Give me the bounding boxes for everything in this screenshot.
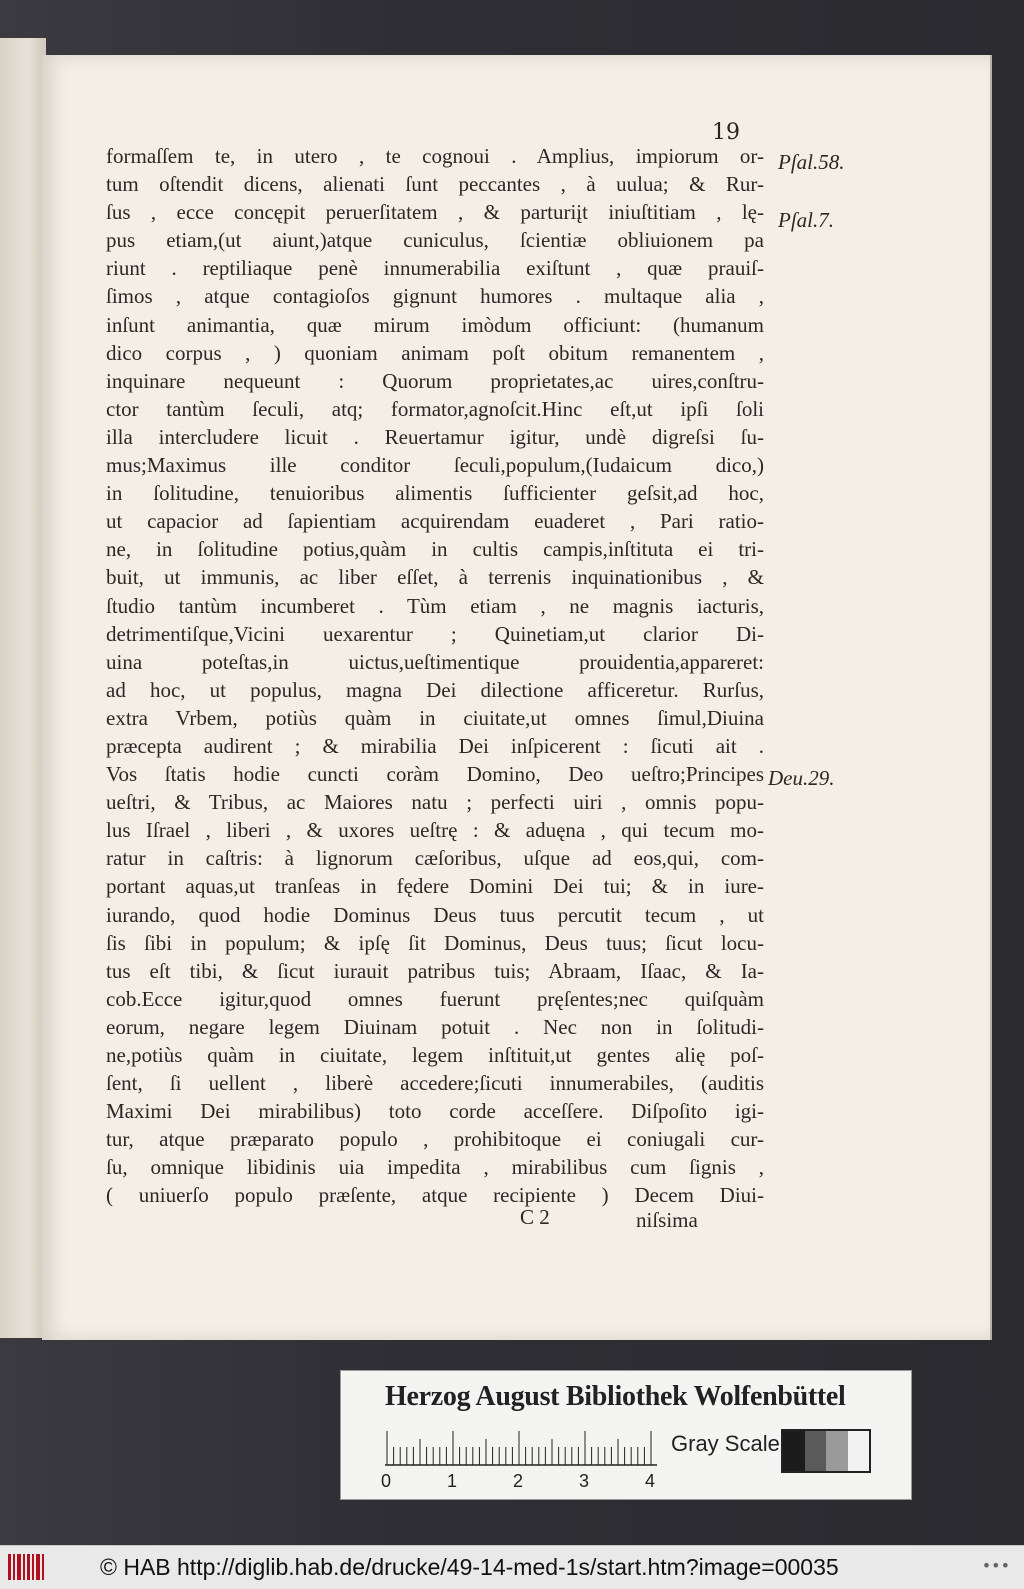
more-icon[interactable]: ••• — [981, 1556, 1010, 1575]
text-line: tus eſt tibi, & ſicut iurauit patribus tuis; Abraam, Iſaac, & Ia- — [106, 958, 764, 983]
text-line: ctor tantùm ſeculi, atq; formator,agnoſcit.Hinc eſt,ut ipſi ſoli — [106, 396, 764, 421]
signature-mark: C 2 — [520, 1205, 550, 1229]
text-line: pus etiam,(ut aiunt,)atque cuniculus, ſcientiæ obliuionem pa — [106, 228, 764, 253]
text-line: ne, in ſolitudine potius,quàm in cultis campis,inſtituta ei tri- — [106, 537, 764, 562]
text-line: ſtudio tantùm incumberet . Tùm etiam , ne magnis iacturis, — [106, 593, 764, 618]
text-line: dico corpus , ) quoniam animam poſt obitum remanentem , — [106, 340, 764, 365]
text-line: tur, atque præparato populo , prohibitoque ei coniugali cur- — [106, 1127, 764, 1152]
grayscale-label: Gray Scale — [671, 1431, 780, 1456]
catchword: niſsima — [636, 1208, 698, 1232]
text-line: buit, ut immunis, ac liber eſſet, à terrenis inquinationibus , & — [106, 565, 764, 590]
text-line: cob.Ecce igitur,quod omnes fuerunt pręſentes;nec quiſquàm — [106, 986, 764, 1011]
text-line: mus;Maximus ille conditor ſeculi,populum,(Iudaicum dico,) — [106, 453, 764, 478]
gray-swatch — [805, 1431, 827, 1471]
text-line: extra Vrbem, potiùs quàm in ciuitate,ut omnes ſimul,Diuina — [106, 705, 764, 730]
library-name: Herzog August Bibliothek Wolfenbüttel — [385, 1381, 846, 1412]
marginal-note: Pſal.58. — [778, 150, 845, 174]
text-line: detrimentiſque,Vicini uexarentur ; Quinetiam,ut clarior Di- — [106, 621, 764, 646]
text-line: ſu, omnique libidinis uia impedita , mirabilibus cum ſignis , — [106, 1155, 764, 1180]
text-line: uina poteſtas,in uictus,ueſtimentique prouidentia,appareret: — [106, 649, 764, 674]
text-line: ut capacior ad ſapientiam acquirendam euaderet , Pari ratio- — [106, 509, 764, 534]
previous-page-edge — [0, 38, 46, 1338]
ruler-label: 4 — [645, 1471, 656, 1491]
text-line: ſus , ecce concępit peruerſitatem , & parturiįt iniuſtitiam , lę- — [106, 200, 764, 225]
color-scale-card — [340, 1370, 912, 1500]
text-line: præcepta audirent ; & mirabilia Dei inſpicerent : ſicuti ait . — [106, 733, 764, 758]
text-line: ne,potiùs quàm in ciuitate, legem inſtituit,ut gentes alię poſ- — [106, 1043, 764, 1067]
text-line: ſent, ſi uellent , liberè accedere;ſicuti innumerabiles, (auditis — [106, 1071, 764, 1096]
barcode-icon — [8, 1554, 44, 1580]
text-line: eorum, negare legem Diuinam potuit . Nec non in ſolitudi- — [106, 1014, 764, 1039]
text-line: inſunt animantia, quæ mirum imòdum officiunt: (humanum — [106, 312, 764, 337]
ruler-label: 3 — [579, 1471, 590, 1491]
marginal-note: Pſal.7. — [778, 208, 834, 232]
text-line: ſis ſibi in populum; & ipſę ſit Dominus, Deus tuus; ſicut locu- — [106, 930, 764, 955]
gray-swatch — [826, 1431, 848, 1471]
gray-swatch — [783, 1431, 805, 1471]
text-line: ſimos , atque contagioſos gignunt humores . multaque alia , — [106, 284, 764, 309]
text-line: riunt . reptiliaque penè innumerabilia exiſtunt , quæ prauiſ- — [106, 256, 764, 281]
grayscale-swatches — [781, 1429, 871, 1473]
gray-swatch — [848, 1431, 870, 1471]
text-line: ueſtri, & Tribus, ac Maiores natu ; perfecti uiri , omnis popu- — [106, 790, 764, 815]
text-line: Maximi Dei mirabilibus) toto corde acceſſere. Diſpoſito igi- — [106, 1099, 764, 1124]
text-line: formaſſem te, in utero , te cognoui . Amplius, impiorum or- — [106, 144, 764, 168]
ruler-label: 2 — [513, 1471, 524, 1491]
text-line: lus Iſrael , liberi , & uxores ueſtrę : & aduęna , qui tecum mo- — [106, 818, 764, 843]
ruler-graphic — [385, 1431, 657, 1467]
text-line: ( uniuerſo populo præſente, atque recipiente ) Decem Diui- — [106, 1183, 764, 1208]
text-line: in ſolitudine, tenuioribus alimentis ſufficienter geſsit,ad hoc, — [106, 481, 764, 506]
text-line: iurando, quod hodie Dominus Deus tuus percutit tecum , ut — [106, 902, 764, 927]
ruler-label: 0 — [381, 1471, 392, 1491]
page-number: 19 — [712, 120, 740, 145]
footer-bar — [0, 1545, 1024, 1589]
text-line: Vos ſtatis hodie cuncti coràm Domino, Deo ueſtro;Principes — [106, 762, 764, 787]
text-line: illa intercludere licuit . Reuertamur igitur, undè digreſsi ſu- — [106, 424, 764, 449]
text-line: tum oſtendit dicens, alienati ſunt peccantes , à uulua; & Rur- — [106, 172, 764, 197]
marginal-note: Deu.29. — [768, 766, 835, 790]
text-line: portant aquas,ut tranſeas in fędere Domini Dei tui; & in iure- — [106, 874, 764, 899]
text-line: ad hoc, ut populus, magna Dei dilectione afficeretur. Rurſus, — [106, 677, 764, 702]
body-text — [106, 142, 764, 1210]
source-url[interactable]: © HAB http://diglib.hab.de/drucke/49-14-med-1s/start.htm?image=00035 — [100, 1554, 839, 1580]
text-line: inquinare nequeunt : Quorum proprietates,ac uires,conſtru- — [106, 368, 764, 393]
text-line: ratur in caſtris: à lignorum cæſoribus, uſque ad eos,qui, com- — [106, 846, 764, 871]
ruler-label: 1 — [447, 1471, 458, 1491]
